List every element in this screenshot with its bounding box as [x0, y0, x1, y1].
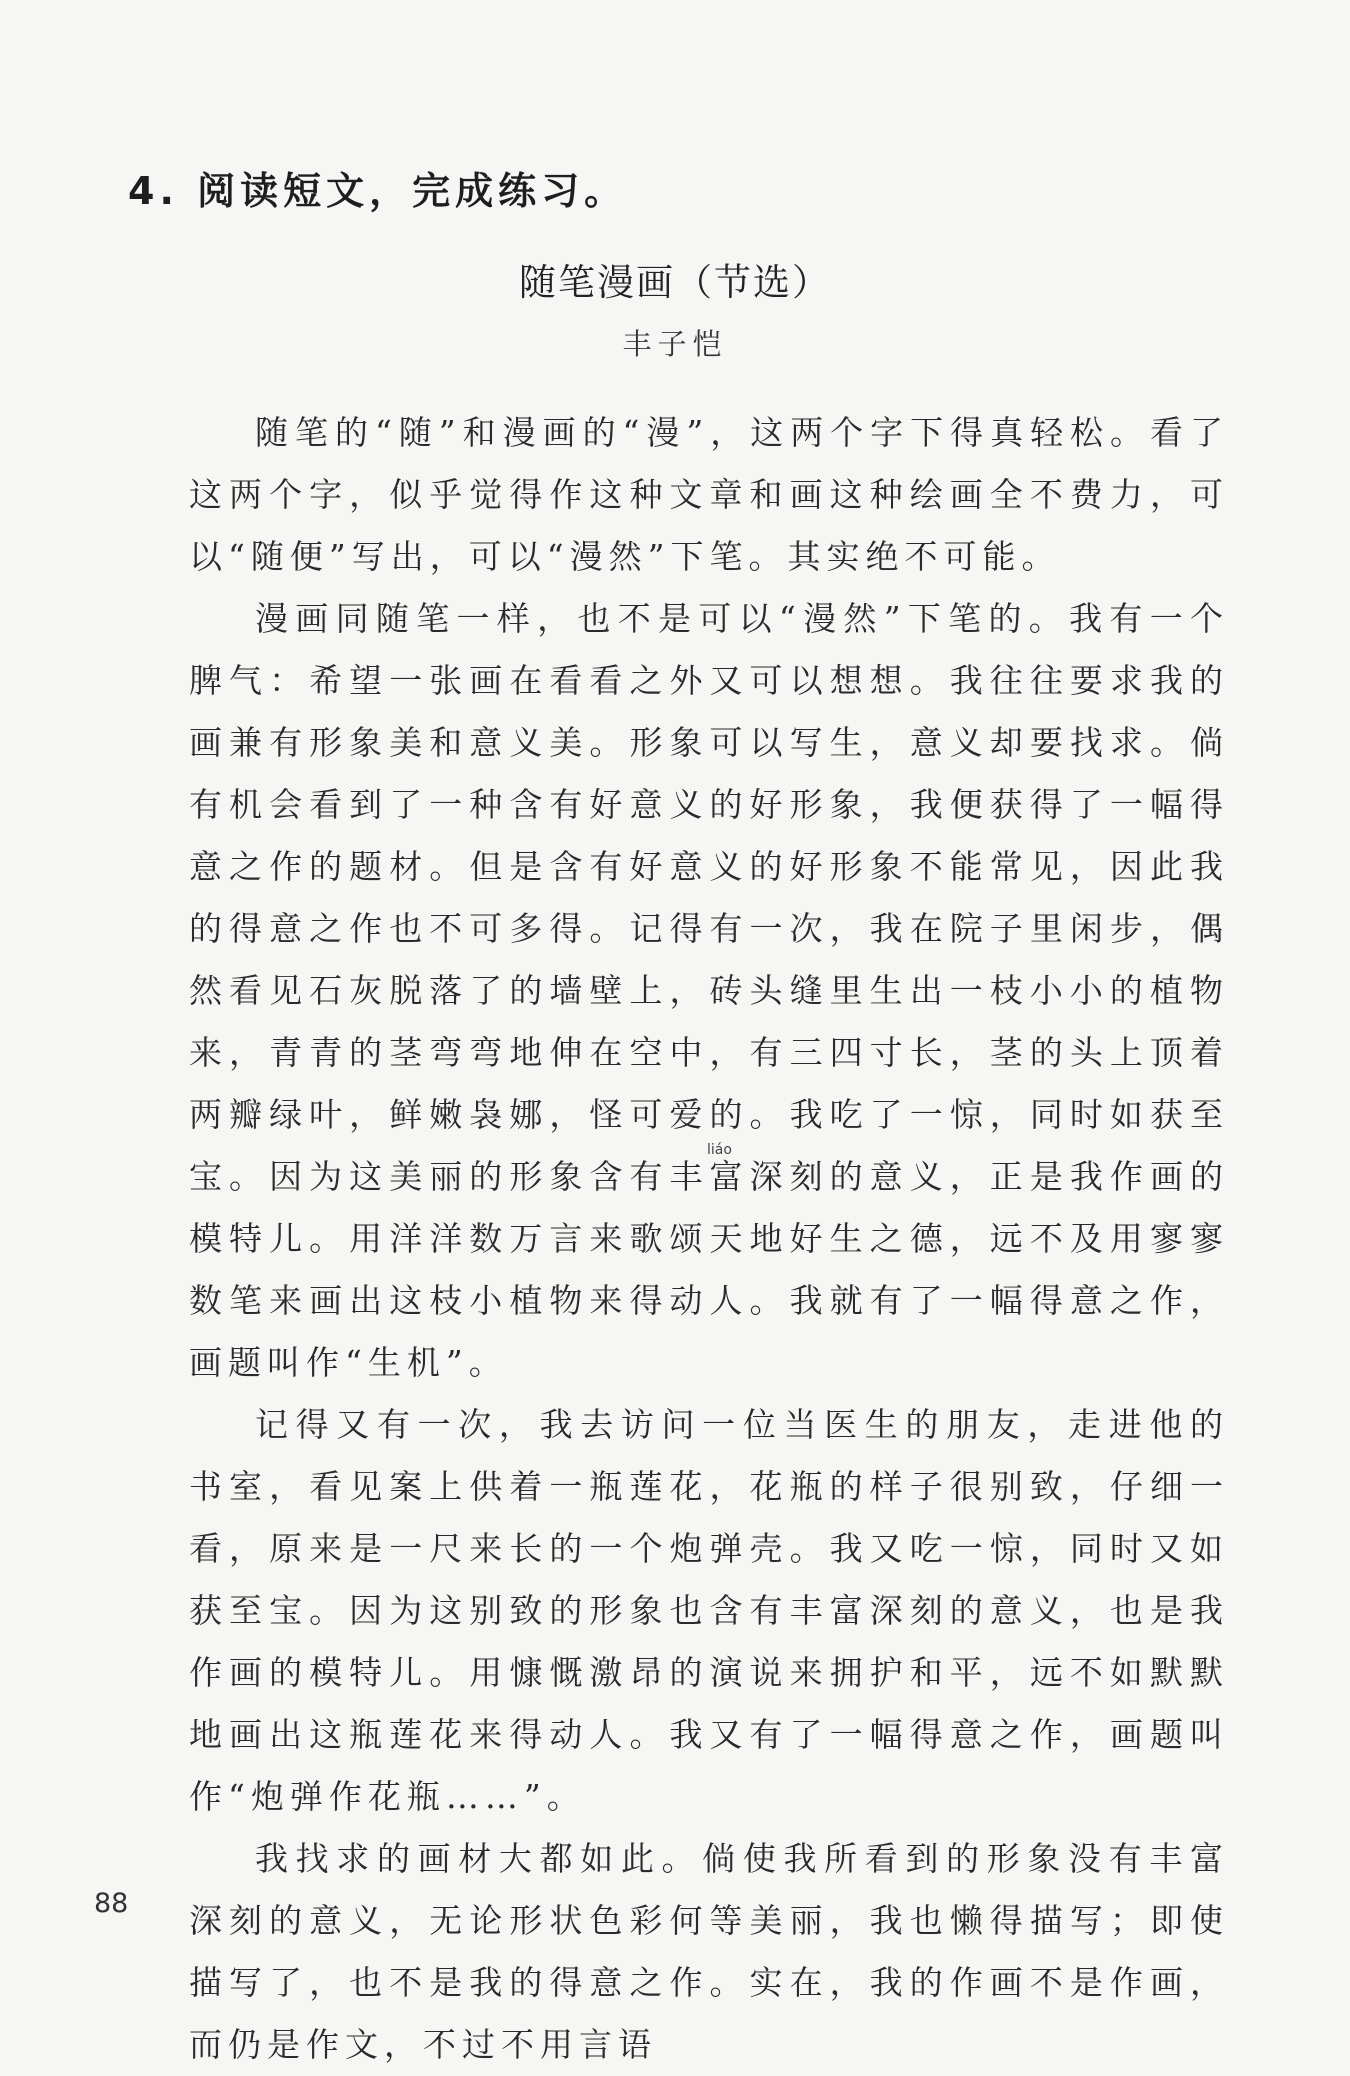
pinyin-annotation: liáo: [707, 1142, 732, 1158]
paragraph: 漫画同随笔一样，也不是可以“漫然”下笔的。我有一个脾气：希望一张画在看看之外又可以想想。我往往要求我的画兼有形象美和意义美。形象可以写生，意义却要找求。倘有机会看到了一种含有好意义的好形象，我便获得了一幅得意之作的题材。但是含有好意义的好形象不能常见，因此我的得意之作也不可多得。记得有一次，我在院子里闲步，偶然看见石灰脱落了的墙壁上，砖头缝里生出一枝小小的植物来，青青的茎弯弯地伸在空中，有三四寸长，茎的头上顶着两瓣绿叶，鲜嫩袅娜，怪可爱的。我吃了一惊，同时如获至宝。因为这美丽的形象含有丰富深刻的意义，正是我作画的模特儿。用洋洋数万言来歌颂天地好生之德，远不及用寥寥数笔来画出这枝小植物来得动人。我就有了一幅得意之作，画题叫作“生机”。: [189, 599, 1229, 1382]
article-author: 丰子恺: [622, 327, 728, 361]
paragraph: 我找求的画材大都如此。倘使我所看到的形象没有丰富深刻的意义，无论形状色彩何等美丽，我也懒得描写；即使描写了，也不是我的得意之作。实在，我的作画不是作画，而仍是作文，不过不用言语: [189, 1839, 1229, 2064]
page-number: 88: [94, 1888, 129, 1919]
paragraph: 随笔的“随”和漫画的“漫”，这两个字下得真轻松。看了这两个字，似乎觉得作这种文章和画这种绘画全不费力，可以“随便”写出，可以“漫然”下笔。其实绝不可能。: [189, 413, 1229, 576]
article-body: [189, 402, 1229, 2076]
question-heading: 4. 阅读短文，完成练习。: [128, 169, 628, 213]
paragraph: 记得又有一次，我去访问一位当医生的朋友，走进他的书室，看见案上供着一瓶莲花，花瓶的样子很别致，仔细一看，原来是一尺来长的一个炮弹壳。我又吃一惊，同时又如获至宝。因为这别致的形象也含有丰富深刻的意义，也是我作画的模特儿。用慷慨激昂的演说来拥护和平，远不如默默地画出这瓶莲花来得动人。我又有了一幅得意之作，画题叫作“炮弹作花瓶……”。: [189, 1405, 1229, 1816]
article-title: 随笔漫画（节选）: [519, 261, 831, 304]
